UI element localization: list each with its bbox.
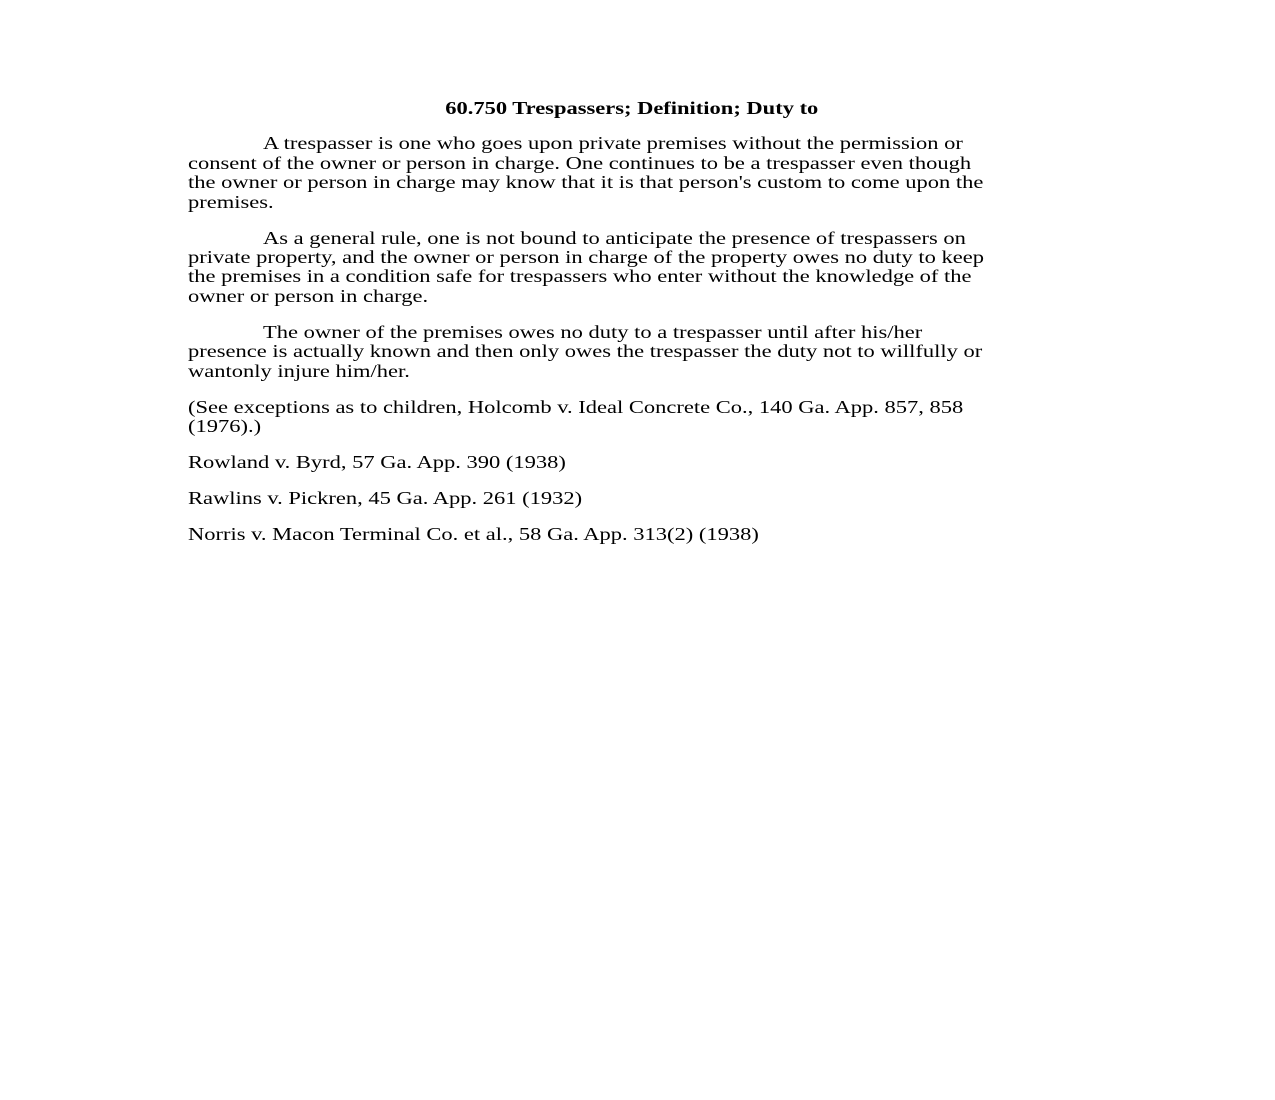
text-line: owner or person in charge. (188, 285, 429, 306)
text-line: presence is actually known and then only owes the trespasser the duty not to willfully or (188, 341, 983, 362)
text-line: the premises in a condition safe for trespassers who enter without the knowledge of the (188, 266, 972, 287)
section-title: 60.750 Trespassers; Definition; Duty to (445, 98, 819, 118)
citation-text: Rowland v. Byrd, 57 Ga. App. 390 (1938) (188, 452, 566, 473)
exceptions-note (188, 398, 1076, 437)
text-line: The owner of the premises owes no duty to a trespasser until after his/her (263, 321, 923, 342)
citation (188, 489, 1076, 508)
text-line: A trespasser is one who goes upon private premises without the permission or (263, 133, 963, 154)
text-line: (See exceptions as to children, Holcomb v. Ideal Concrete Co., 140 Ga. App. 857, 858 (188, 396, 964, 417)
document-page (188, 99, 1076, 561)
paragraph-definition (188, 134, 1076, 212)
citation (188, 525, 1076, 544)
text-line: premises. (188, 191, 274, 212)
text-line: As a general rule, one is not bound to anticipate the presence of trespassers on (263, 227, 966, 248)
citation (188, 453, 1076, 472)
paragraph-general-rule (188, 229, 1076, 307)
citation-text: Norris v. Macon Terminal Co. et al., 58 Ga. App. 313(2) (1938) (188, 524, 759, 545)
text-line: wantonly injure him/her. (188, 360, 410, 381)
paragraph-duty (188, 323, 1076, 381)
citation-text: Rawlins v. Pickren, 45 Ga. App. 261 (1932) (188, 488, 583, 509)
text-line: private property, and the owner or person in charge of the property owes no duty to keep (188, 247, 985, 268)
text-line: (1976).) (188, 416, 262, 437)
text-line: consent of the owner or person in charge. One continues to be a trespasser even though (188, 152, 972, 173)
text-line: the owner or person in charge may know that it is that person's custom to come upon the (188, 172, 984, 193)
